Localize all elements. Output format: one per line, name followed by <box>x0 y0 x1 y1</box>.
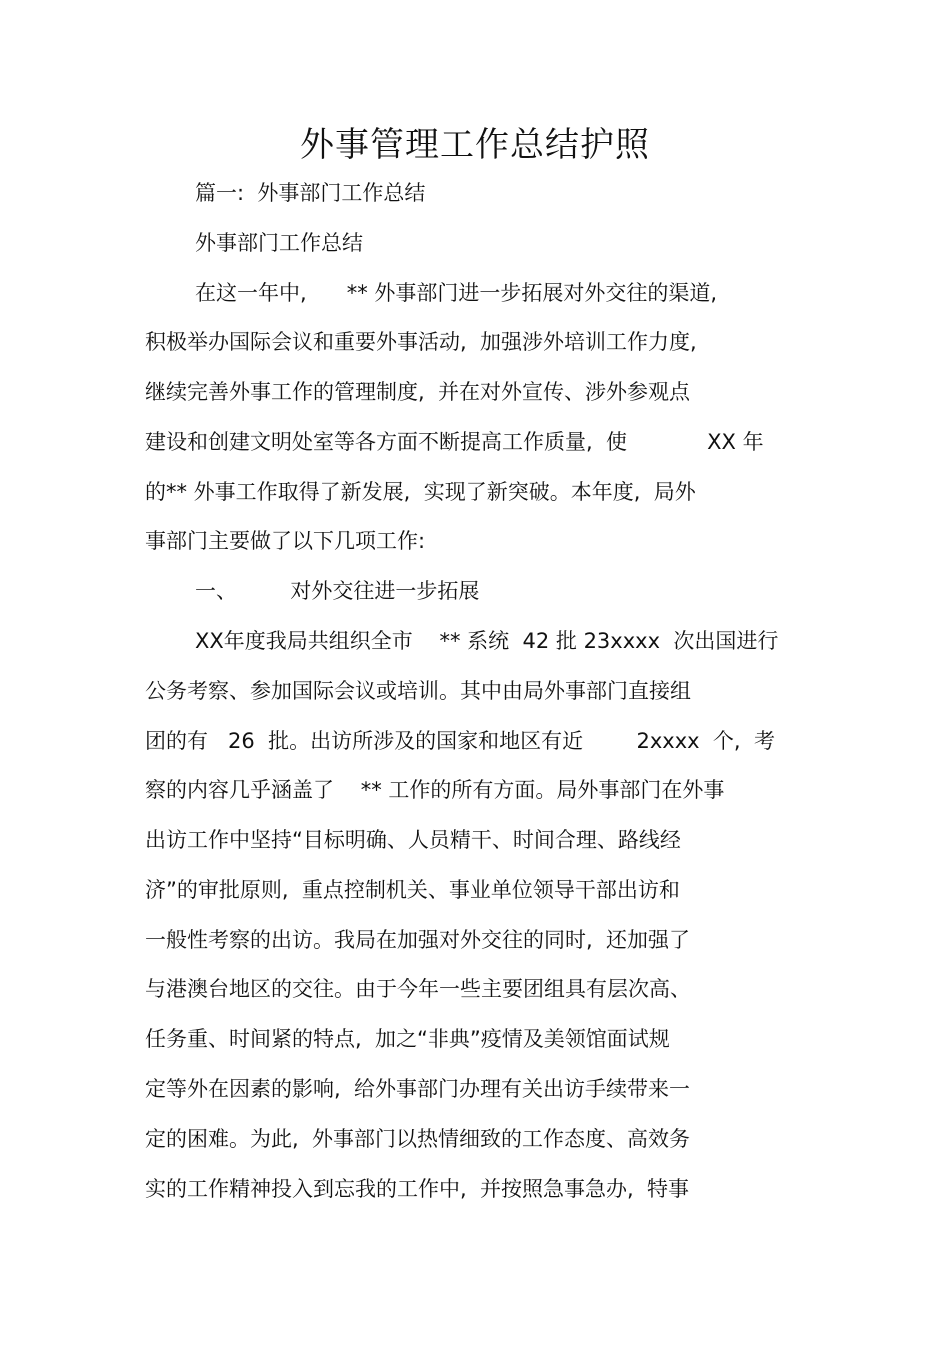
paragraph-line: 定等外在因素的影响, 给外事部门办理有关出访手续带来一 <box>145 1077 691 1101</box>
paragraph-line: 出访工作中坚持“目标明确、人员精干、时间合理、路线经 <box>145 828 681 852</box>
list-heading: 一、 对外交往进一步拓展 <box>195 579 480 603</box>
paragraph-line: 事部门主要做了以下几项工作: <box>145 529 426 553</box>
paragraph-line: 实的工作精神投入到忘我的工作中, 并按照急事急办, 特事 <box>145 1177 690 1201</box>
paragraph-line: 一般性考察的出访。我局在加强对外交往的同时, 还加强了 <box>145 928 691 952</box>
subheading: 外事部门工作总结 <box>195 231 363 255</box>
paragraph-line: 济”的审批原则, 重点控制机关、事业单位领导干部出访和 <box>145 878 680 902</box>
paragraph-line: XX年度我局共组织全市 ** 系统 42 批 23xxxx 次出国进行 <box>195 629 779 653</box>
paragraph-line: 在这一年中, ** 外事部门进一步拓展对外交往的渠道, <box>195 281 718 305</box>
paragraph-line: 察的内容几乎涵盖了 ** 工作的所有方面。局外事部门在外事 <box>145 778 725 802</box>
paragraph-line: 继续完善外事工作的管理制度, 并在对外宣传、涉外参观点 <box>145 380 691 404</box>
paragraph-line: 建设和创建文明处室等各方面不断提高工作质量, 使 XX 年 <box>145 430 764 454</box>
paragraph-line: 的** 外事工作取得了新发展, 实现了新突破。本年度, 局外 <box>145 480 696 504</box>
document-title: 外事管理工作总结护照 <box>300 125 650 165</box>
paragraph-line: 定的困难。为此, 外事部门以热情细致的工作态度、高效务 <box>145 1127 691 1151</box>
paragraph-line: 任务重、时间紧的特点, 加之“非典”疫情及美领馆面试规 <box>145 1027 670 1051</box>
paragraph-line: 与港澳台地区的交往。由于今年一些主要团组具有层次高、 <box>145 977 691 1001</box>
paragraph-line: 积极举办国际会议和重要外事活动, 加强涉外培训工作力度, <box>145 330 697 354</box>
paragraph-line: 团的有 26 批。出访所涉及的国家和地区有近 2xxxx 个, 考 <box>145 729 775 753</box>
section-heading: 篇一: 外事部门工作总结 <box>195 181 426 205</box>
paragraph-line: 公务考察、参加国际会议或培训。其中由局外事部门直接组 <box>145 679 691 703</box>
